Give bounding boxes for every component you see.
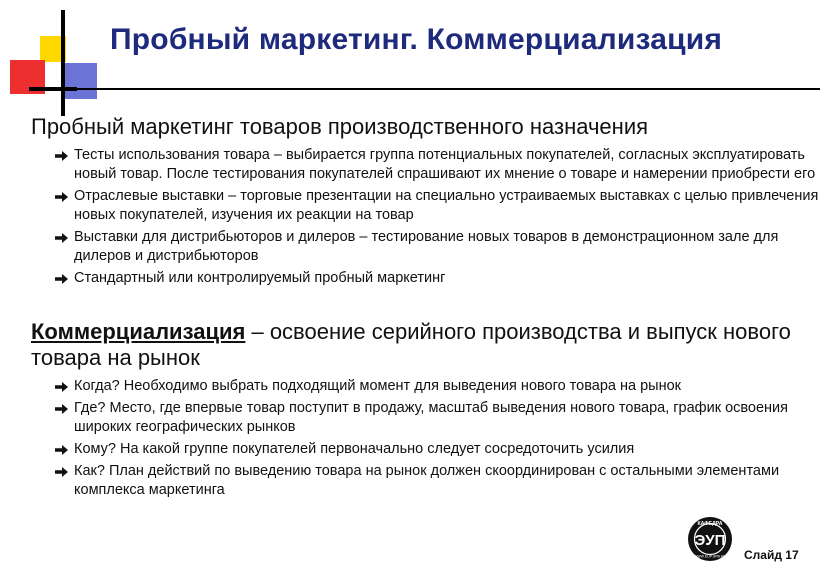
bullet-text: Где? Место, где впервые товар поступит в продажу, масштаб выведения нового товара, график освоения широких географических рынков bbox=[74, 400, 789, 435]
list-item bbox=[55, 440, 825, 459]
bullet-text: Как? План действий по выведению товара на рынок должен скоординирован с остальными элементами комплекса маркетинга bbox=[74, 463, 780, 498]
section2-heading-rest: – освоение серийного производства и выпуск нового товара на рынок bbox=[31, 319, 791, 370]
right-arrow-icon bbox=[55, 233, 68, 243]
right-arrow-icon bbox=[55, 274, 68, 284]
right-arrow-icon bbox=[55, 467, 68, 477]
list-item bbox=[55, 269, 825, 288]
section1-heading: Пробный маркетинг товаров производственного назначения bbox=[31, 114, 649, 139]
slide-title: Пробный маркетинг. Коммерциализация bbox=[110, 23, 723, 56]
logo-text: ЭУП bbox=[694, 532, 726, 549]
bullet-text: Стандартный или контролируемый пробный маркетинг bbox=[74, 270, 446, 286]
list-item bbox=[55, 462, 825, 500]
decor-blue-square bbox=[63, 63, 97, 99]
bullet-text: Кому? На какой группе покупателей первоначально следует сосредоточить усилия bbox=[74, 441, 635, 457]
section2-heading bbox=[31, 319, 821, 371]
right-arrow-icon bbox=[55, 382, 68, 392]
right-arrow-icon bbox=[55, 404, 68, 414]
right-arrow-icon bbox=[55, 151, 68, 161]
list-item bbox=[55, 399, 825, 437]
logo-bottom-text: WWW.EUP.SPB.RU bbox=[693, 554, 727, 559]
bullet-text: Когда? Необходимо выбрать подходящий момент для выведения нового товара на рынок bbox=[74, 378, 681, 394]
bullet-text: Тесты использования товара – выбирается группа потенциальных покупателей, согласных эксплуатировать новый товар. После тестирования покупателей спрашивают их мнение о товаре и намерении приобрести его bbox=[74, 147, 816, 182]
title-rule bbox=[42, 88, 820, 90]
section2-list bbox=[55, 377, 825, 503]
list-item bbox=[55, 228, 825, 266]
section1-list bbox=[55, 146, 825, 291]
right-arrow-icon bbox=[55, 445, 68, 455]
department-logo bbox=[684, 515, 736, 563]
list-item bbox=[55, 146, 825, 184]
section2-heading-term: Коммерциализация bbox=[31, 319, 246, 344]
bullet-text: Отраслевые выставки – торговые презентации на специально устраиваемых выставках с целью привлечения новых покупателей, изучения их реакции на товар bbox=[74, 188, 819, 223]
decor-vertical-line bbox=[61, 10, 65, 116]
logo-top-text: КАФЕДРА bbox=[697, 521, 723, 527]
list-item bbox=[55, 187, 825, 225]
list-item bbox=[55, 377, 825, 396]
right-arrow-icon bbox=[55, 192, 68, 202]
bullet-text: Выставки для дистрибьюторов и дилеров – тестирование новых товаров в демонстрационном зале для дилеров и дистрибьюторов bbox=[74, 229, 779, 264]
slide-number: Слайд 17 bbox=[744, 548, 799, 562]
